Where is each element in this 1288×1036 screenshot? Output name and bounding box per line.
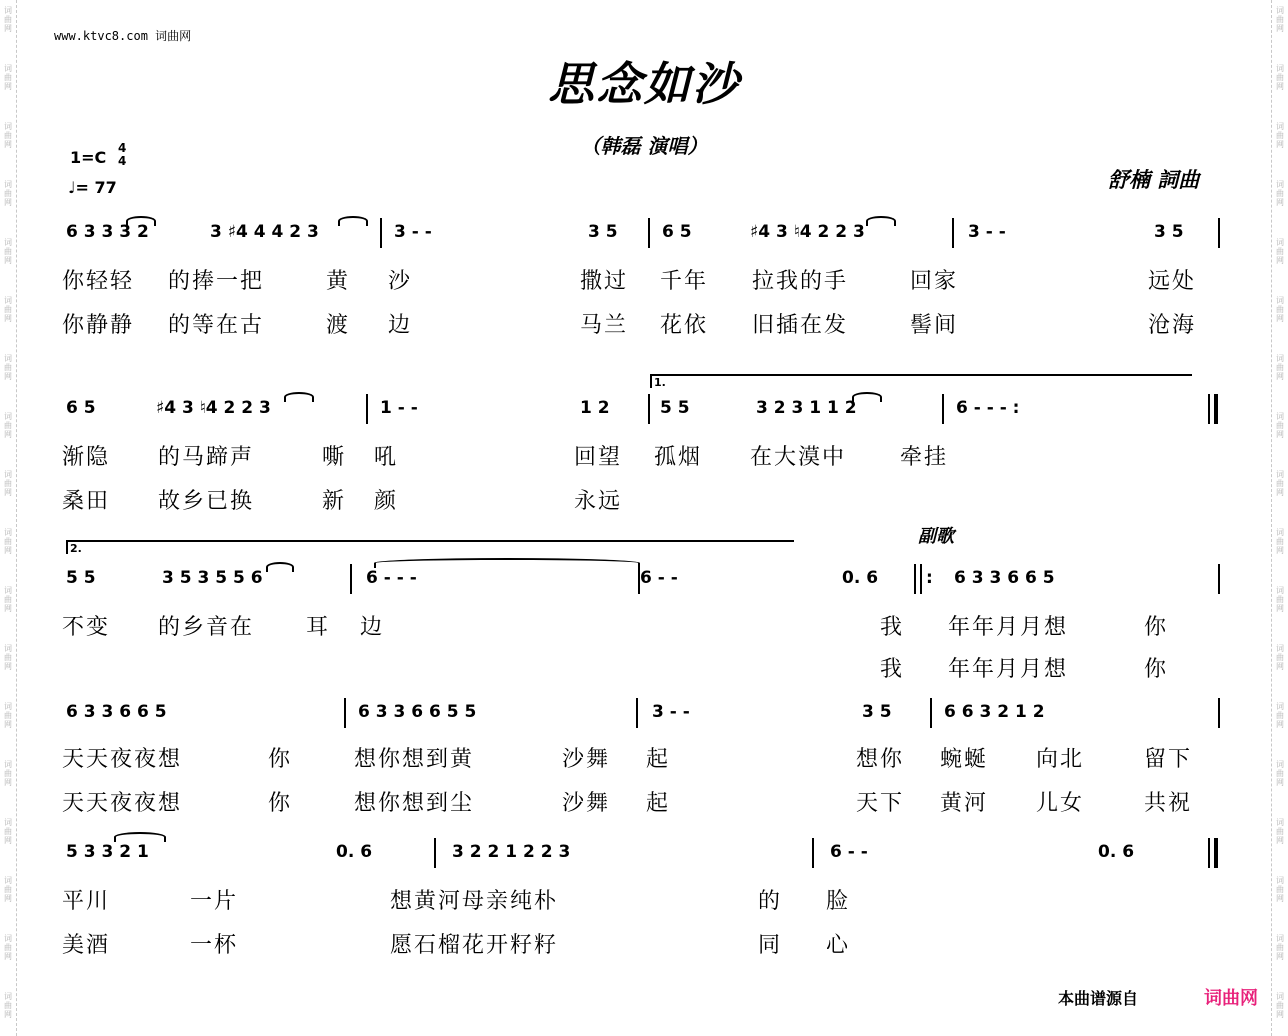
performer-subtitle: （韩磊 演唱）	[580, 134, 708, 158]
notes: 6 3 3 6 6 5 5	[358, 702, 477, 722]
notes: 3 2 3 1 1 2	[756, 398, 857, 418]
notes: 3 ♯4 4 4 2 3	[210, 222, 319, 242]
watermark-text: 词曲网	[4, 122, 12, 149]
watermark-text: 词曲网	[1276, 992, 1284, 1019]
notes: 3 - -	[652, 702, 690, 722]
time-sig-bottom: 4	[118, 154, 127, 168]
watermark-text: 词曲网	[1276, 470, 1284, 497]
volta-2: 2.	[66, 540, 794, 554]
watermark-text: 词曲网	[4, 238, 12, 265]
watermark-text: 词曲网	[1276, 876, 1284, 903]
watermark-text: 词曲网	[4, 412, 12, 439]
key-signature: 1=C	[70, 148, 107, 167]
notes: 5 5	[66, 568, 96, 588]
notes: 1 - -	[380, 398, 418, 418]
notes: ♯4 3 ♮4 2 2 3	[750, 222, 865, 242]
notes: 6 6 3 2 1 2	[944, 702, 1045, 722]
tempo-marking: ♩= 77	[68, 178, 117, 197]
watermark-text: 词曲网	[4, 470, 12, 497]
composer-credit: 舒楠 詞曲	[1108, 168, 1200, 192]
watermark-text: 词曲网	[4, 934, 12, 961]
watermark-text: 词曲网	[1276, 528, 1284, 555]
source-label: 本曲谱源自	[1058, 989, 1139, 1008]
notes: 5 3 3 2 1	[66, 842, 149, 862]
time-signature	[118, 142, 126, 168]
notes: 6 5	[662, 222, 692, 242]
notes: 6 5	[66, 398, 96, 418]
watermark-text: 词曲网	[4, 6, 12, 33]
chorus-label: 副歌	[918, 526, 954, 547]
watermark-text: 词曲网	[1276, 412, 1284, 439]
watermark-text: 词曲网	[4, 702, 12, 729]
notes: 3 5 3 5 5 6	[162, 568, 263, 588]
time-sig-top: 4	[118, 141, 127, 155]
notes: 0. 6	[1098, 842, 1135, 862]
notes: 3 5	[1154, 222, 1184, 242]
repeat-start: :	[926, 568, 933, 588]
notes: 6 - -	[830, 842, 868, 862]
volta-1: 1.	[650, 374, 1192, 388]
notes: 6 3 3 6 6 5	[66, 702, 167, 722]
watermark-text: 词曲网	[4, 64, 12, 91]
watermark-text: 词曲网	[1276, 180, 1284, 207]
watermark-text: 词曲网	[4, 818, 12, 845]
watermark-text: 词曲网	[4, 760, 12, 787]
notes: 6 - - - :	[956, 398, 1020, 418]
watermark-text: 词曲网	[1276, 702, 1284, 729]
notes: 3 - -	[968, 222, 1006, 242]
notes: 1 2	[580, 398, 610, 418]
watermark-text: 词曲网	[4, 528, 12, 555]
watermark-text: 词曲网	[1276, 760, 1284, 787]
source-brand-link[interactable]: 词曲网	[1204, 988, 1258, 1009]
watermark-text: 词曲网	[4, 180, 12, 207]
watermark-text: 词曲网	[1276, 818, 1284, 845]
notes: 6 - - -	[366, 568, 417, 588]
watermark-text: 词曲网	[1276, 6, 1284, 33]
watermark-text: 词曲网	[1276, 122, 1284, 149]
watermark-text: 词曲网	[4, 296, 12, 323]
notes: ♯4 3 ♮4 2 2 3	[156, 398, 271, 418]
notes: 6 - -	[640, 568, 678, 588]
notes: 6 3 3 6 6 5	[954, 568, 1055, 588]
watermark-text: 词曲网	[1276, 934, 1284, 961]
song-title: 思念如沙	[548, 57, 740, 111]
notes: 6 3 3 3 2	[66, 222, 149, 242]
watermark-text: 词曲网	[4, 992, 12, 1019]
watermark-text: 词曲网	[1276, 296, 1284, 323]
notes: 0. 6	[842, 568, 879, 588]
watermark-text: 词曲网	[4, 876, 12, 903]
watermark-text: 词曲网	[1276, 644, 1284, 671]
watermark-text: 词曲网	[4, 354, 12, 381]
watermark-text: 词曲网	[1276, 238, 1284, 265]
watermark-text: 词曲网	[4, 586, 12, 613]
site-url[interactable]: www.ktvc8.com 词曲网	[54, 29, 192, 43]
notes: 3 2 2 1 2 2 3	[452, 842, 571, 862]
notes: 5 5	[660, 398, 690, 418]
watermark-text: 词曲网	[1276, 64, 1284, 91]
notes: 3 - -	[394, 222, 432, 242]
notes: 3 5	[862, 702, 892, 722]
watermark-text: 词曲网	[1276, 354, 1284, 381]
notes: 0. 6	[336, 842, 373, 862]
notes: 3 5	[588, 222, 618, 242]
watermark-text: 词曲网	[1276, 586, 1284, 613]
watermark-text: 词曲网	[4, 644, 12, 671]
